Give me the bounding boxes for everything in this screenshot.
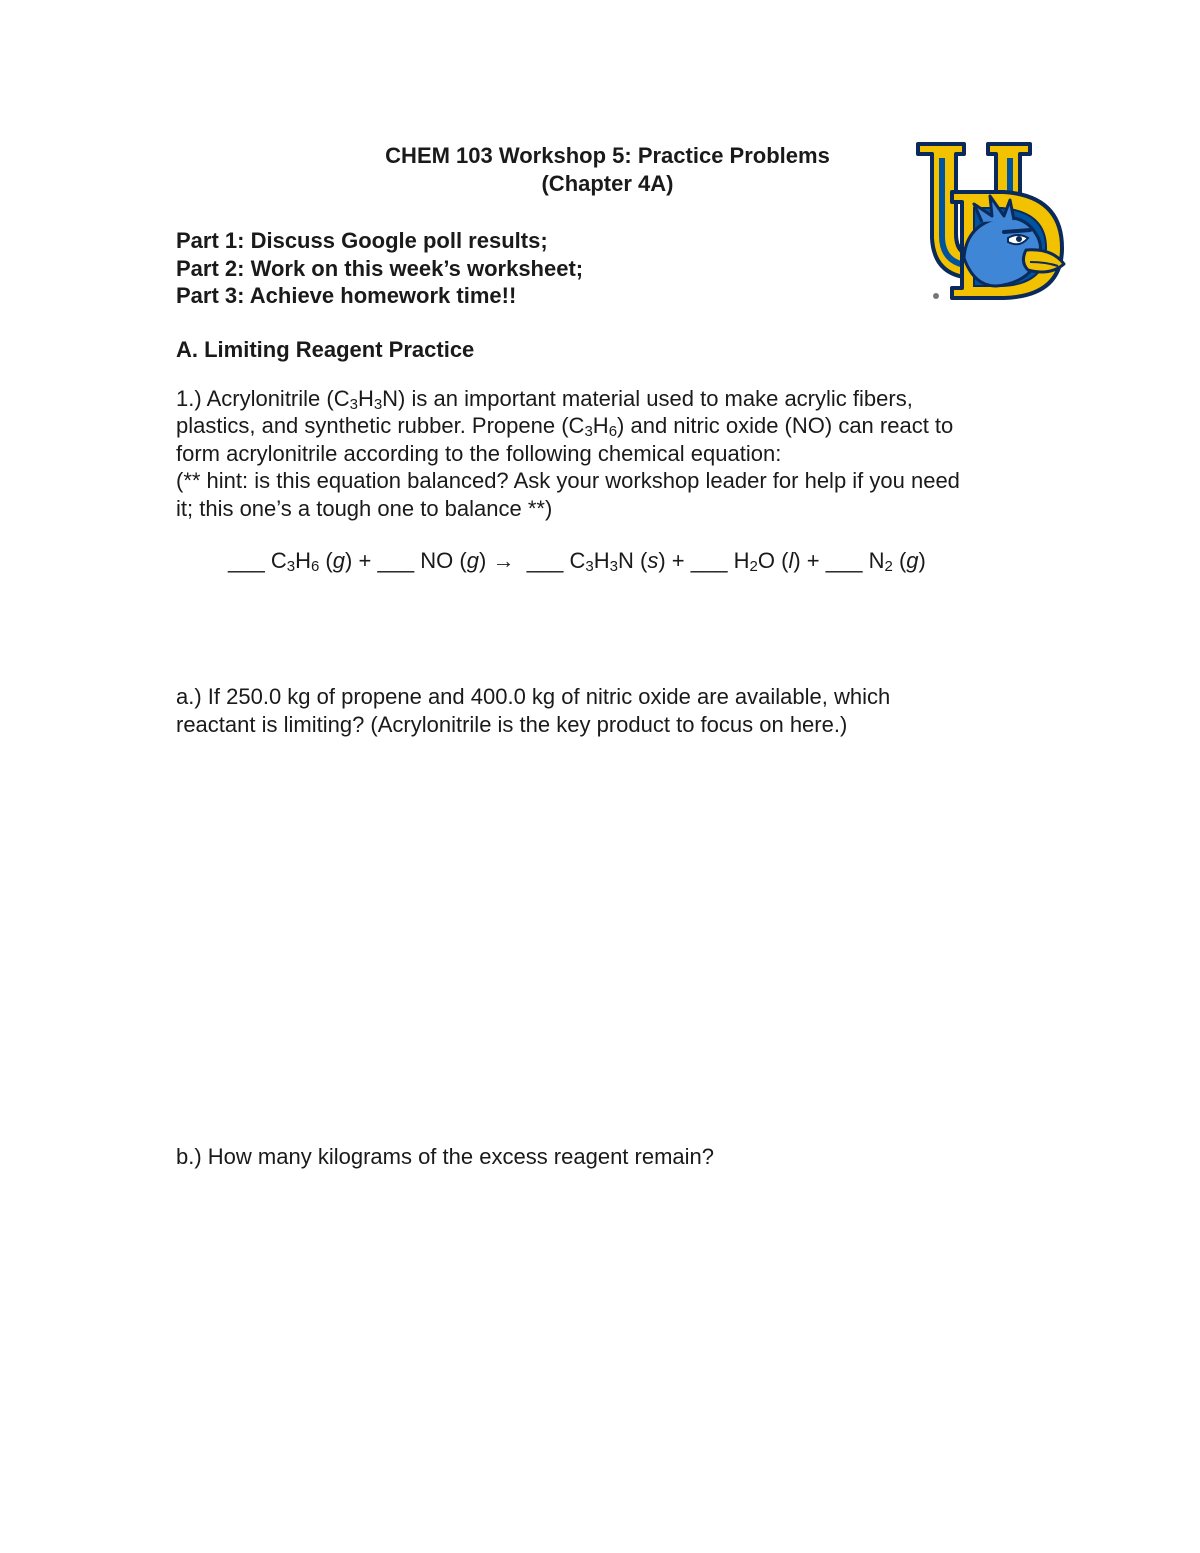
product-nitrogen: $N_2$ bbox=[868, 548, 893, 575]
question-a-line-1: a.) If 250.0 kg of propene and 400.0 kg of nitric oxide are available, which bbox=[176, 684, 891, 709]
question-1-line-1: 1.) Acrylonitrile $(C_3H_3N)$ is an important material used to make acrylic fibers, bbox=[176, 386, 913, 413]
product-acrylonitrile: $C_3H_3N$ bbox=[569, 548, 634, 575]
agenda-list bbox=[176, 227, 583, 310]
reaction-arrow: → bbox=[492, 548, 515, 573]
question-1-hint-line-2: it; this one’s a tough one to balance **) bbox=[176, 495, 553, 521]
question-1 bbox=[176, 385, 1046, 522]
agenda-part-3: Part 3: Achieve homework time!! bbox=[176, 283, 517, 308]
worksheet-title: CHEM 103 Workshop 5: Practice Problems bbox=[385, 143, 830, 168]
reactant-nitric-oxide: NO bbox=[420, 548, 454, 573]
coefficient-blank[interactable]: ___ bbox=[690, 548, 728, 573]
section-a-heading: A. Limiting Reagent Practice bbox=[176, 337, 475, 362]
ud-blue-hen-logo-icon bbox=[912, 138, 1068, 302]
question-1-hint-line-1: (** hint: is this equation balanced? Ask your workshop leader for help if you need bbox=[176, 468, 960, 494]
question-b: b.) How many kilograms of the excess reagent remain? bbox=[176, 1144, 715, 1169]
chemical-equation: ___ $C_3H_6$ (g) + ___ NO (g) → ___ $C_3H_3N$ (s) + ___ $H_2O$ (l) + ___ $N_2$ (g) bbox=[228, 548, 926, 575]
reactant-propene: $C_3H_6$ bbox=[270, 548, 320, 575]
question-1-line-3: form acrylonitrile according to the following chemical equation: bbox=[176, 440, 782, 466]
agenda-part-1: Part 1: Discuss Google poll results; bbox=[176, 228, 548, 253]
coefficient-blank[interactable]: ___ bbox=[228, 548, 265, 573]
coefficient-blank[interactable]: ___ bbox=[377, 548, 415, 573]
question-a bbox=[176, 683, 890, 738]
product-water: $H_2O$ bbox=[733, 548, 775, 575]
question-1-line-2: plastics, and synthetic rubber. Propene $(C_3H_6)$ and nitric oxide (NO) can react to bbox=[176, 413, 954, 441]
coefficient-blank[interactable]: ___ bbox=[526, 548, 564, 573]
coefficient-blank[interactable]: ___ bbox=[825, 548, 863, 573]
worksheet-subtitle: (Chapter 4A) bbox=[541, 171, 674, 196]
agenda-part-2: Part 2: Work on this week’s worksheet; bbox=[176, 255, 584, 281]
question-a-line-2: reactant is limiting? (Acrylonitrile is the key product to focus on here.) bbox=[176, 711, 848, 737]
